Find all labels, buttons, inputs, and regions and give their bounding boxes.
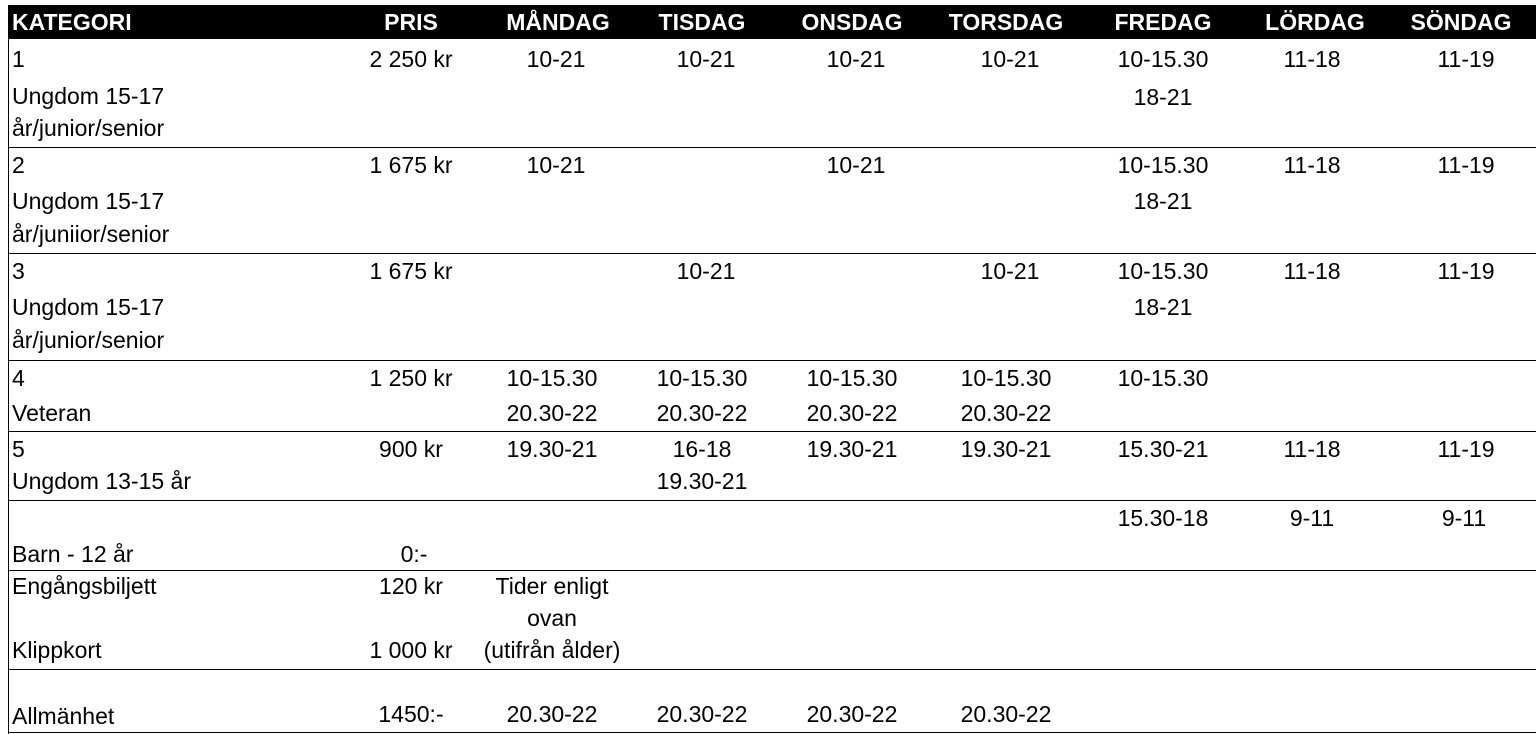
- category-label: Veteran: [12, 400, 92, 426]
- time-onsdag: 20.30-22: [806, 400, 898, 426]
- time-note: (utifrån ålder): [483, 637, 621, 663]
- time-onsdag: 19.30-21: [806, 436, 898, 462]
- time-sondag: 11-19: [1437, 436, 1495, 462]
- time-mandag: 20.30-22: [506, 400, 598, 426]
- time-mandag: 10-15.30: [506, 365, 598, 391]
- price: 900 kr: [379, 436, 443, 462]
- time-torsdag: 10-21: [980, 46, 1040, 72]
- category-label: år/junior/senior: [12, 115, 165, 141]
- time-fredag: 18-21: [1133, 188, 1193, 214]
- time-torsdag: 20.30-22: [960, 701, 1052, 727]
- header-lordag: LÖRDAG: [1265, 9, 1365, 35]
- category-label: Ungdom 13-15 år: [12, 468, 191, 494]
- category-label: Barn - 12 år: [12, 541, 134, 567]
- category-label: Ungdom 15-17: [12, 83, 165, 109]
- price: 0:-: [400, 541, 428, 567]
- header-tisdag: TISDAG: [658, 9, 746, 35]
- row-divider: [8, 500, 1536, 501]
- category-label: år/junior/senior: [12, 327, 165, 353]
- time-tisdag: 20.30-22: [656, 400, 748, 426]
- header-torsdag: TORSDAG: [948, 9, 1064, 35]
- header-mandag: MÅNDAG: [506, 9, 610, 35]
- time-mandag: 19.30-21: [506, 436, 598, 462]
- time-fredag: 18-21: [1133, 294, 1193, 320]
- category-number: 5: [12, 436, 25, 462]
- time-tisdag: 16-18: [672, 436, 732, 462]
- time-lordag: 11-18: [1283, 436, 1341, 462]
- category-label: Engångsbiljett: [12, 573, 157, 599]
- price: 1 675 kr: [369, 258, 453, 284]
- category-label: Klippkort: [12, 637, 102, 663]
- time-onsdag: 10-15.30: [806, 365, 898, 391]
- time-tisdag: 20.30-22: [656, 701, 748, 727]
- category-label: Ungdom 15-17: [12, 188, 165, 214]
- category-number: 3: [12, 258, 25, 284]
- time-lordag: 11-18: [1283, 152, 1341, 178]
- time-sondag: 11-19: [1437, 258, 1495, 284]
- category-number: 1: [12, 46, 25, 72]
- time-fredag: 10-15.30: [1117, 152, 1209, 178]
- category-number: 2: [12, 152, 25, 178]
- time-torsdag: 20.30-22: [960, 400, 1052, 426]
- time-note: Tider enligt: [495, 573, 609, 599]
- time-fredag: 10-15.30: [1117, 365, 1209, 391]
- category-label: Ungdom 15-17: [12, 294, 165, 320]
- category-number: 4: [12, 365, 25, 391]
- category-label: år/juniior/senior: [12, 221, 170, 247]
- time-sondag: 11-19: [1437, 46, 1495, 72]
- category-label: Allmänhet: [12, 703, 115, 729]
- time-lordag: 9-11: [1289, 505, 1335, 531]
- time-tisdag: 10-15.30: [656, 365, 748, 391]
- price: 1 250 kr: [369, 365, 453, 391]
- header-pris: PRIS: [384, 9, 438, 35]
- time-fredag: 10-15.30: [1117, 258, 1209, 284]
- time-mandag: 10-21: [526, 152, 586, 178]
- row-divider: [8, 147, 1536, 148]
- time-onsdag: 20.30-22: [806, 701, 898, 727]
- row-divider: [8, 669, 1536, 670]
- time-torsdag: 19.30-21: [960, 436, 1052, 462]
- time-lordag: 11-18: [1283, 258, 1341, 284]
- time-onsdag: 10-21: [826, 152, 886, 178]
- time-fredag: 10-15.30: [1117, 46, 1209, 72]
- header-onsdag: ONSDAG: [801, 9, 903, 35]
- time-fredag: 15.30-21: [1117, 436, 1209, 462]
- time-torsdag: 10-21: [980, 258, 1040, 284]
- row-divider: [8, 570, 1536, 571]
- row-divider: [8, 431, 1536, 432]
- price: 2 250 kr: [369, 46, 453, 72]
- time-fredag: 18-21: [1133, 84, 1193, 110]
- price: 1 675 kr: [369, 152, 453, 178]
- time-torsdag: 10-15.30: [960, 365, 1052, 391]
- time-tisdag: 10-21: [676, 258, 736, 284]
- left-border: [8, 39, 9, 734]
- time-sondag: 9-11: [1441, 505, 1487, 531]
- time-sondag: 11-19: [1437, 152, 1495, 178]
- price: 1 000 kr: [369, 637, 453, 663]
- header-sondag: SÖNDAG: [1410, 9, 1512, 35]
- time-onsdag: 10-21: [826, 46, 886, 72]
- bottom-border: [8, 732, 1536, 733]
- time-note: ovan: [527, 605, 577, 631]
- header-fredag: FREDAG: [1114, 9, 1212, 35]
- time-fredag: 15.30-18: [1117, 505, 1209, 531]
- time-tisdag: 10-21: [676, 46, 736, 72]
- row-divider: [8, 253, 1536, 254]
- price: 1450:-: [378, 701, 444, 727]
- time-mandag: 10-21: [526, 46, 586, 72]
- time-lordag: 11-18: [1283, 46, 1341, 72]
- price: 120 kr: [379, 573, 443, 599]
- time-mandag: 20.30-22: [506, 701, 598, 727]
- time-tisdag: 19.30-21: [656, 468, 748, 494]
- row-divider: [8, 360, 1536, 361]
- header-kategori: KATEGORI: [12, 9, 132, 35]
